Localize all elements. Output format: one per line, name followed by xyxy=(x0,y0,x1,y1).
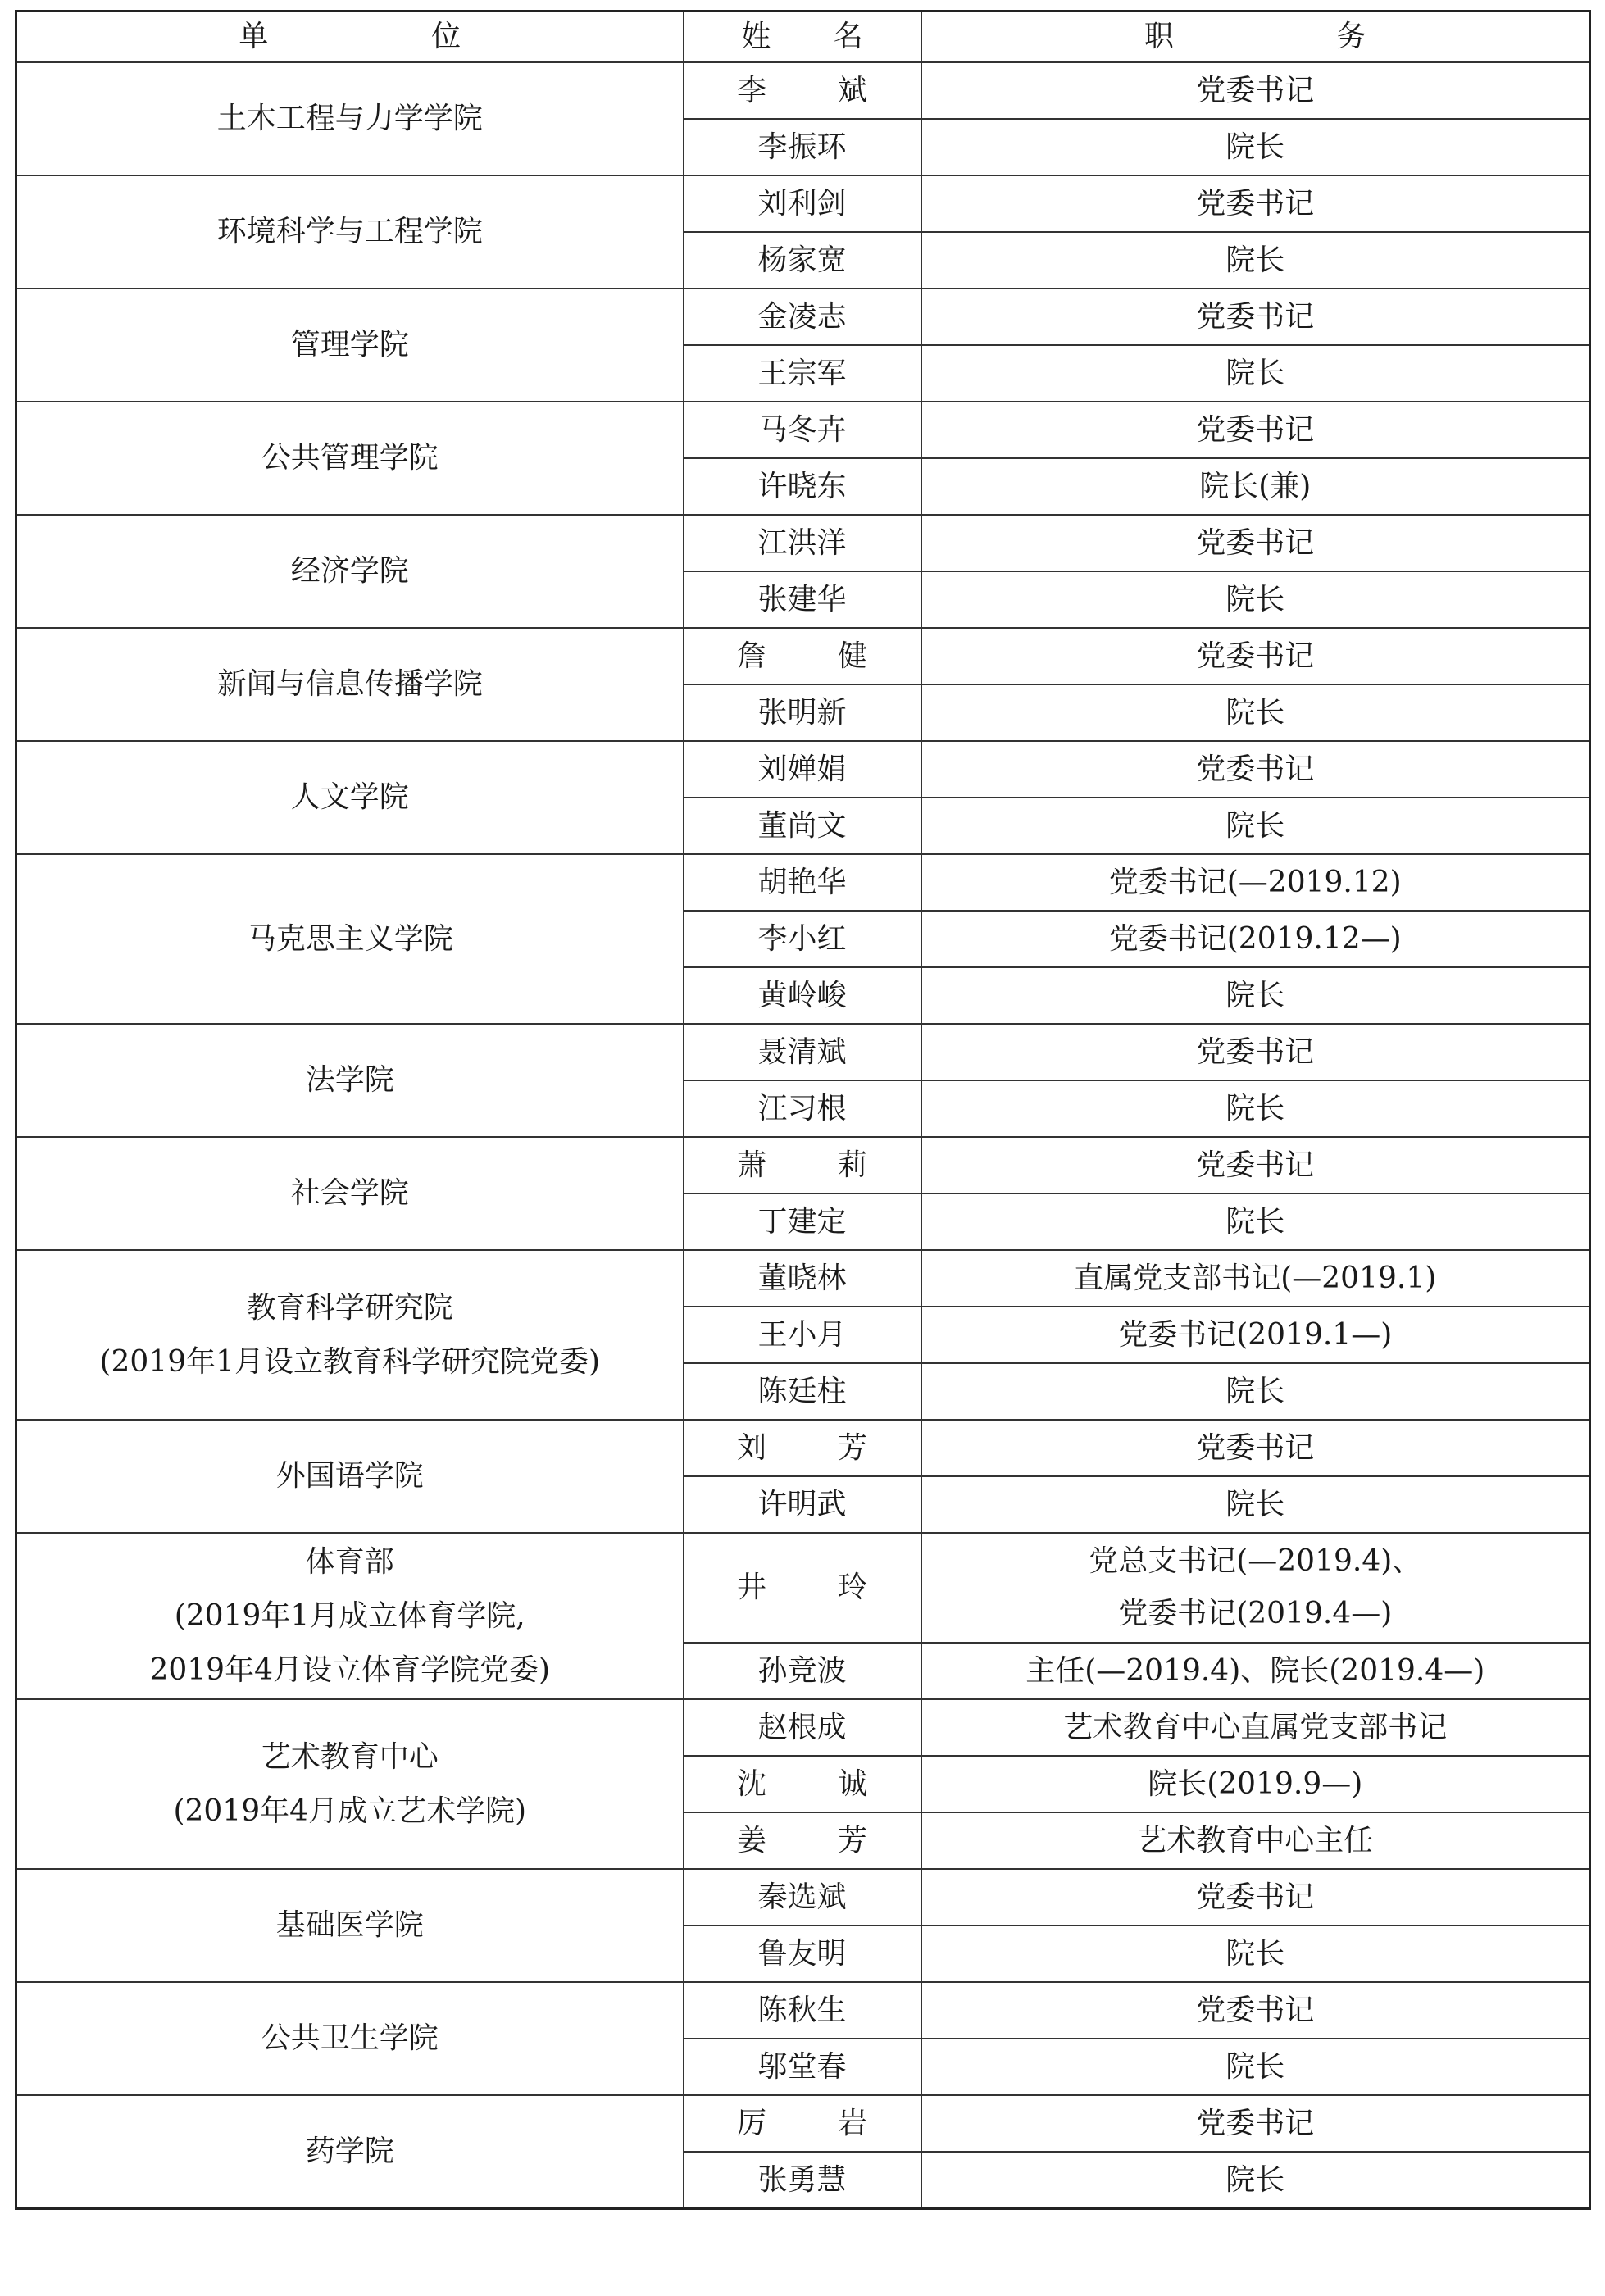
unit-cell xyxy=(16,1982,684,2095)
unit-line: 基础医学院 xyxy=(275,1908,424,1942)
position-cell xyxy=(921,741,1590,798)
name-cell xyxy=(684,1982,921,2039)
position-cell xyxy=(921,1699,1590,1756)
person-name: 王宗军 xyxy=(757,356,847,390)
person-name: 杨家宽 xyxy=(757,243,847,277)
person-name: 刘 芳 xyxy=(736,1430,898,1465)
person-name: 张建华 xyxy=(757,582,847,616)
name-cell xyxy=(684,1080,921,1137)
unit-line: 药学院 xyxy=(305,2135,394,2168)
name-cell xyxy=(684,2095,921,2152)
position-text: 党委书记 xyxy=(1196,752,1315,786)
position-text: 院长 xyxy=(1225,582,1285,616)
position-cell xyxy=(921,628,1590,684)
person-name: 马冬卉 xyxy=(757,412,847,447)
position-text: 院长 xyxy=(1225,695,1285,730)
unit-line: (2019年1月设立教育科学研究院党委) xyxy=(99,1344,601,1379)
name-cell xyxy=(684,62,921,119)
header-name: 姓 名 xyxy=(684,11,921,63)
position-cell xyxy=(921,1812,1590,1869)
name-cell xyxy=(684,798,921,854)
unit-line: (2019年4月成立艺术学院) xyxy=(173,1794,527,1828)
person-name: 许明武 xyxy=(757,1487,847,1521)
position-cell xyxy=(921,798,1590,854)
position-cell xyxy=(921,1080,1590,1137)
name-cell xyxy=(684,1756,921,1812)
name-cell xyxy=(684,911,921,967)
person-name: 黄岭峻 xyxy=(757,978,847,1012)
unit-cell xyxy=(16,515,684,628)
position-cell xyxy=(921,1363,1590,1420)
name-cell xyxy=(684,1024,921,1080)
table-row xyxy=(16,62,1590,119)
position-cell xyxy=(921,402,1590,458)
name-cell xyxy=(684,1307,921,1363)
position-cell xyxy=(921,2152,1590,2209)
name-cell xyxy=(684,1420,921,1476)
unit-line: 马克思主义学院 xyxy=(246,921,453,956)
unit-cell xyxy=(16,1699,684,1869)
position-cell xyxy=(921,967,1590,1024)
person-name: 鲁友明 xyxy=(757,1936,847,1971)
position-cell xyxy=(921,1533,1590,1643)
name-cell xyxy=(684,1869,921,1925)
unit-line: 公共卫生学院 xyxy=(261,2021,439,2055)
position-cell xyxy=(921,175,1590,232)
unit-line: 外国语学院 xyxy=(275,1459,424,1493)
position-cell xyxy=(921,1024,1590,1080)
unit-cell xyxy=(16,854,684,1024)
unit-cell xyxy=(16,175,684,289)
table-row xyxy=(16,2095,1590,2152)
name-cell xyxy=(684,1533,921,1643)
position-cell xyxy=(921,854,1590,911)
person-name: 井 玲 xyxy=(736,1571,898,1604)
position-text: 党委书记 xyxy=(1196,73,1315,107)
position-text: 院长(兼) xyxy=(1199,469,1312,503)
unit-line: 艺术教育中心 xyxy=(261,1739,439,1774)
person-name: 李 斌 xyxy=(736,73,898,107)
person-name: 许晓东 xyxy=(757,469,847,503)
name-cell xyxy=(684,175,921,232)
unit-cell xyxy=(16,1137,684,1250)
position-text: 党委书记 xyxy=(1196,1993,1315,2027)
person-name: 萧 莉 xyxy=(736,1148,898,1182)
name-cell xyxy=(684,119,921,175)
name-cell xyxy=(684,345,921,402)
person-name: 秦选斌 xyxy=(757,1880,847,1914)
position-text: 院长 xyxy=(1225,2162,1285,2197)
unit-line: 环境科学与工程学院 xyxy=(216,215,483,248)
name-cell xyxy=(684,1812,921,1869)
name-cell xyxy=(684,1193,921,1250)
position-text: 党委书记 xyxy=(1196,2106,1315,2140)
position-cell xyxy=(921,1869,1590,1925)
unit-line: 2019年4月设立体育学院党委) xyxy=(149,1653,551,1687)
name-cell xyxy=(684,2152,921,2209)
unit-cell xyxy=(16,2095,684,2209)
unit-cell xyxy=(16,628,684,741)
position-cell xyxy=(921,1982,1590,2039)
person-name: 邬堂春 xyxy=(757,2049,847,2084)
position-text: 党委书记 xyxy=(1196,186,1315,221)
person-name: 姜 芳 xyxy=(736,1823,898,1857)
unit-cell xyxy=(16,289,684,402)
name-cell xyxy=(684,289,921,345)
position-cell xyxy=(921,2095,1590,2152)
position-cell xyxy=(921,911,1590,967)
position-cell xyxy=(921,232,1590,289)
header-position: 职 务 xyxy=(921,11,1590,63)
header-unit: 单 位 xyxy=(16,11,684,63)
table-row xyxy=(16,402,1590,458)
table-row xyxy=(16,1024,1590,1080)
table-row xyxy=(16,175,1590,232)
position-text: 党委书记 xyxy=(1196,1880,1315,1914)
position-cell xyxy=(921,1643,1590,1699)
unit-cell xyxy=(16,62,684,175)
table-row xyxy=(16,515,1590,571)
table-row xyxy=(16,854,1590,911)
position-text: 院长 xyxy=(1225,808,1285,843)
position-text: 院长 xyxy=(1225,356,1285,390)
unit-line: 教育科学研究院 xyxy=(246,1290,453,1325)
position-cell xyxy=(921,1250,1590,1307)
name-cell xyxy=(684,1699,921,1756)
unit-cell xyxy=(16,1250,684,1420)
unit-cell xyxy=(16,1420,684,1533)
unit-line: 社会学院 xyxy=(290,1176,409,1210)
position-text: 党委书记 xyxy=(1196,1148,1315,1182)
position-text: 院长 xyxy=(1225,2049,1285,2084)
position-text: 院长(2019.9—) xyxy=(1148,1766,1363,1801)
person-name: 刘利剑 xyxy=(757,186,847,221)
position-cell xyxy=(921,289,1590,345)
position-line: 党委书记(2019.4—) xyxy=(1118,1597,1393,1630)
person-name: 董尚文 xyxy=(757,808,847,843)
person-name: 陈秋生 xyxy=(757,1993,847,2027)
position-text: 院长 xyxy=(1225,1374,1285,1408)
unit-line: 公共管理学院 xyxy=(261,441,439,475)
unit-line: 体育部 xyxy=(305,1544,394,1579)
position-cell xyxy=(921,345,1590,402)
person-name: 汪习根 xyxy=(757,1091,847,1125)
person-name: 王小月 xyxy=(757,1317,847,1352)
person-name: 胡艳华 xyxy=(757,865,847,899)
name-cell xyxy=(684,1476,921,1533)
position-cell xyxy=(921,1925,1590,1982)
table-row xyxy=(16,1137,1590,1193)
position-text: 党委书记(2019.12—) xyxy=(1108,921,1402,956)
name-cell xyxy=(684,854,921,911)
position-text: 艺术教育中心直属党支部书记 xyxy=(1063,1710,1448,1744)
position-cell xyxy=(921,1756,1590,1812)
position-text: 党委书记 xyxy=(1196,1430,1315,1465)
unit-cell xyxy=(16,741,684,854)
name-cell xyxy=(684,1363,921,1420)
person-name: 李小红 xyxy=(757,921,847,956)
person-name: 刘婵娟 xyxy=(757,752,847,786)
position-cell xyxy=(921,1476,1590,1533)
position-text: 院长 xyxy=(1225,243,1285,277)
name-cell xyxy=(684,967,921,1024)
person-name: 陈廷柱 xyxy=(757,1374,847,1408)
position-text: 院长 xyxy=(1225,1936,1285,1971)
position-text: 党委书记 xyxy=(1196,412,1315,447)
name-cell xyxy=(684,571,921,628)
name-cell xyxy=(684,402,921,458)
position-text: 艺术教育中心主任 xyxy=(1137,1823,1374,1857)
name-cell xyxy=(684,515,921,571)
unit-line: 新闻与信息传播学院 xyxy=(216,667,483,701)
table-row xyxy=(16,289,1590,345)
unit-line: 土木工程与力学学院 xyxy=(216,102,483,135)
position-cell xyxy=(921,62,1590,119)
position-text: 党委书记 xyxy=(1196,1034,1315,1069)
position-cell xyxy=(921,1137,1590,1193)
position-text: 党委书记 xyxy=(1196,299,1315,334)
unit-line: 人文学院 xyxy=(290,780,409,814)
position-cell xyxy=(921,458,1590,515)
person-name: 孙竞波 xyxy=(757,1653,847,1688)
name-cell xyxy=(684,2039,921,2095)
position-text: 院长 xyxy=(1225,130,1285,164)
name-cell xyxy=(684,458,921,515)
name-cell xyxy=(684,232,921,289)
position-text: 党委书记(—2019.12) xyxy=(1108,865,1402,899)
unit-line: 管理学院 xyxy=(290,328,409,361)
name-cell xyxy=(684,1250,921,1307)
person-name: 厉 岩 xyxy=(736,2106,898,2140)
person-name: 江洪洋 xyxy=(757,525,847,560)
table-row xyxy=(16,628,1590,684)
table-row xyxy=(16,1420,1590,1476)
position-text: 院长 xyxy=(1225,1487,1285,1521)
position-cell xyxy=(921,1307,1590,1363)
position-text: 院长 xyxy=(1225,978,1285,1012)
name-cell xyxy=(684,1137,921,1193)
name-cell xyxy=(684,741,921,798)
position-cell xyxy=(921,684,1590,741)
leadership-table xyxy=(15,10,1591,2210)
unit-line: 法学院 xyxy=(305,1063,394,1097)
person-name: 董晓林 xyxy=(757,1261,847,1295)
person-name: 沈 诚 xyxy=(736,1766,898,1801)
person-name: 丁建定 xyxy=(757,1204,847,1239)
position-cell xyxy=(921,571,1590,628)
table-row xyxy=(16,1250,1590,1307)
position-cell xyxy=(921,1193,1590,1250)
unit-cell xyxy=(16,1869,684,1982)
person-name: 赵根成 xyxy=(757,1710,847,1744)
person-name: 张明新 xyxy=(757,695,847,730)
position-line: 党总支书记(—2019.4)、 xyxy=(1089,1544,1422,1578)
unit-cell xyxy=(16,1533,684,1699)
position-text: 党委书记(2019.1—) xyxy=(1118,1317,1393,1352)
table-row xyxy=(16,741,1590,798)
unit-cell xyxy=(16,1024,684,1137)
position-text: 党委书记 xyxy=(1196,525,1315,560)
unit-line: (2019年1月成立体育学院, xyxy=(174,1598,525,1633)
name-cell xyxy=(684,1925,921,1982)
person-name: 李振环 xyxy=(757,130,847,164)
table-row xyxy=(16,1533,1590,1643)
position-cell xyxy=(921,2039,1590,2095)
header-row xyxy=(16,11,1590,63)
name-cell xyxy=(684,684,921,741)
position-text: 主任(—2019.4)、院长(2019.4—) xyxy=(1025,1653,1485,1688)
position-text: 直属党支部书记(—2019.1) xyxy=(1074,1261,1437,1295)
position-text: 党委书记 xyxy=(1196,639,1315,673)
table-row xyxy=(16,1982,1590,2039)
position-text: 院长 xyxy=(1225,1091,1285,1125)
table-row xyxy=(16,1699,1590,1756)
position-cell xyxy=(921,515,1590,571)
person-name: 詹 健 xyxy=(736,639,898,673)
position-cell xyxy=(921,1420,1590,1476)
person-name: 金凌志 xyxy=(757,299,847,334)
person-name: 聂清斌 xyxy=(757,1034,847,1069)
position-text: 院长 xyxy=(1225,1204,1285,1239)
unit-line: 经济学院 xyxy=(290,554,409,588)
table-row xyxy=(16,1869,1590,1925)
name-cell xyxy=(684,1643,921,1699)
position-cell xyxy=(921,119,1590,175)
person-name: 张勇慧 xyxy=(757,2162,847,2197)
unit-cell xyxy=(16,402,684,515)
name-cell xyxy=(684,628,921,684)
